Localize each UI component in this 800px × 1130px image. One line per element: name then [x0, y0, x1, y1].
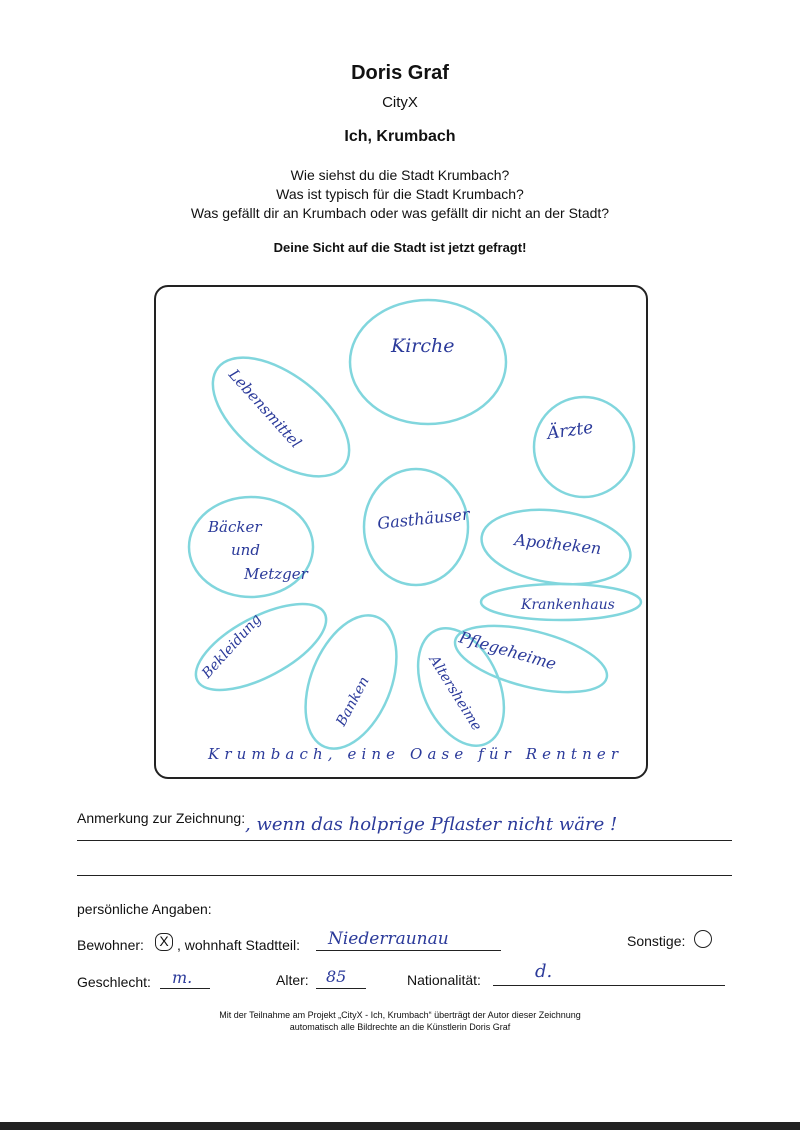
label-lebensmittel: Lebensmittel [225, 365, 305, 452]
callout-text: Deine Sicht auf die Stadt ist jetzt gefragt! [273, 240, 527, 255]
label-krankenhaus: Krankenhaus [521, 597, 615, 613]
drawing-canvas [156, 287, 646, 777]
gender-line [160, 988, 210, 989]
gender-value: m. [172, 968, 193, 987]
gender-label: Geschlecht: [77, 974, 151, 990]
page-title: Ich, Krumbach [344, 128, 456, 145]
label-aerzte: Ärzte [545, 417, 595, 444]
age-label: Alter: [276, 972, 309, 988]
footer-line-2: automatisch alle Bildrechte an die Künstlerin Doris Graf [289, 1022, 511, 1032]
resident-label: Bewohner: [77, 937, 144, 953]
other-label: Sonstige: [627, 933, 686, 949]
label-kirche: Kirche [391, 335, 455, 357]
label-und: und [231, 541, 260, 559]
author-name: Doris Graf [351, 62, 449, 84]
personal-label: persönliche Angaben: [77, 901, 212, 917]
district-label: , wohnhaft Stadtteil: [177, 937, 300, 953]
label-altersheime: Altersheime [425, 652, 485, 734]
petal-banken [288, 602, 415, 762]
district-line [316, 950, 501, 951]
district-value: Niederraunau [328, 929, 449, 949]
petal-kirche [350, 300, 506, 424]
nationality-line [493, 985, 725, 986]
label-pflegeheime: Pflegeheime [456, 627, 559, 674]
label-gasthaeuser: Gasthäuser [376, 504, 471, 533]
age-line [316, 988, 366, 989]
remark-value: , wenn das holprige Pflaster nicht wäre ! [245, 814, 618, 835]
footer-line-1: Mit der Teilnahme am Projekt „CityX - Ich, Krumbach“ überträgt der Autor dieser Zeichnung [219, 1010, 581, 1020]
nationality-label: Nationalität: [407, 972, 481, 988]
drawing-frame [154, 285, 648, 779]
remark-line-2 [77, 875, 732, 876]
drawing-caption: Krumbach, eine Oase für Rentner [208, 745, 618, 763]
question-1: Wie siehst du die Stadt Krumbach? [290, 167, 510, 183]
label-bekleidung: Bekleidung [199, 611, 265, 682]
remark-line-1 [77, 840, 732, 841]
label-baecker: Bäcker [208, 518, 262, 536]
petal-bekleidung [183, 587, 338, 708]
question-3: Was gefällt dir an Krumbach oder was gefällt dir nicht an der Stadt? [190, 205, 610, 221]
resident-checkbox[interactable] [155, 933, 173, 951]
petal-aerzte [534, 397, 634, 497]
nationality-value: d. [535, 961, 553, 982]
resident-mark: X [159, 933, 169, 949]
age-value: 85 [326, 967, 347, 986]
scan-edge [0, 1122, 800, 1130]
label-banken: Banken [333, 674, 373, 729]
remark-label: Anmerkung zur Zeichnung: [77, 810, 246, 826]
petal-labels [198, 335, 618, 763]
label-apotheken: Apotheken [513, 530, 603, 559]
question-2: Was ist typisch für die Stadt Krumbach? [276, 186, 524, 202]
project-name: CityX [382, 94, 418, 111]
other-checkbox[interactable] [694, 930, 712, 948]
label-metzger: Metzger [244, 565, 308, 583]
